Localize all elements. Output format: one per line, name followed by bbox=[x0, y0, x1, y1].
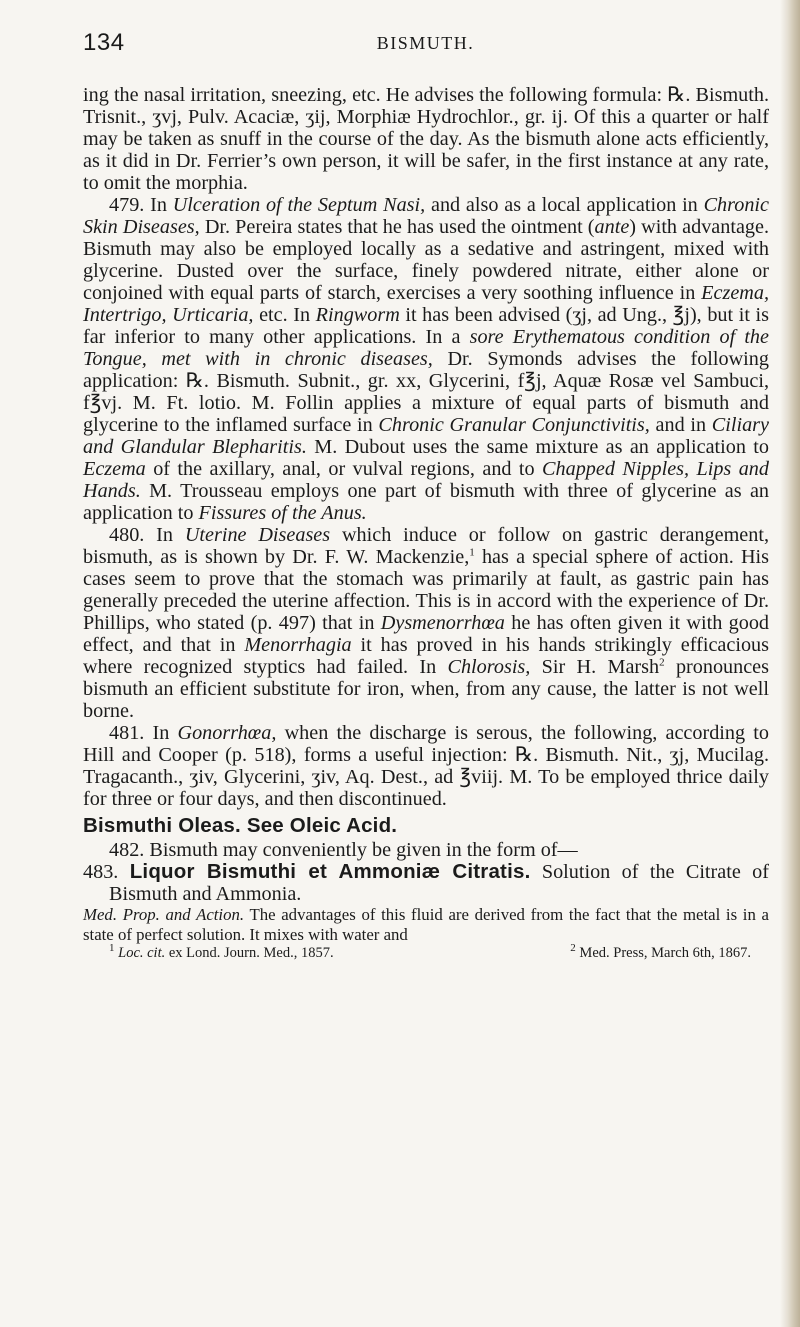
page-header bbox=[83, 26, 768, 60]
paragraph-480 bbox=[83, 524, 769, 722]
p480-run: Uterine Diseases bbox=[184, 524, 331, 546]
p479-run: Dr. Symonds advises the following application: ℞. Bismuth. Subnit., gr. xx, Glycerini, f℥j, Aquæ Rosæ vel Sambuci, f℥vj. M. Ft. lotio. M. Follin applies a mixture of equal parts of bismuth and glycerine to the inflamed surface in bbox=[83, 348, 769, 436]
p479-run: and in bbox=[649, 414, 712, 436]
p480-run: he has often given it with good effect, and that in bbox=[83, 612, 770, 656]
med-prop-label: Med. Prop. and Action. bbox=[83, 905, 245, 924]
p479-run: Eczema, Intertrigo, Urticaria, bbox=[83, 282, 769, 326]
running-head: BISMUTH. bbox=[376, 33, 475, 53]
footnote-2-mark: 2 bbox=[570, 942, 576, 955]
p479-run: of the axillary, anal, or vulval regions, and to bbox=[145, 458, 543, 480]
preparation-subtitle: Solution of the Citrate of Bismuth and Ammonia. bbox=[109, 861, 769, 905]
section-heading-bismuthi-oleas: Bismuthi Oleas. See Oleic Acid. bbox=[83, 814, 398, 837]
p479-run: Ringworm bbox=[315, 304, 400, 326]
p481-run: Gonorrhœa, bbox=[177, 722, 277, 744]
p479-run: Chronic Granular Conjunctivitis, bbox=[378, 414, 650, 436]
page-edge-shadow bbox=[780, 0, 800, 1327]
footnote-1-italic: Loc. cit. bbox=[118, 945, 166, 961]
p479-run: it has been advised (ʒj, ad Ung., ℥j), but it is far inferior to many other applications. In a bbox=[83, 304, 769, 348]
cont-run: ing the nasal irritation, sneezing, etc. He advises the following formula: ℞. Bismuth. Trisnit., ʒvj, Pulv. Acaciæ, ʒij, Morphiæ Hydrochlor., gr. ij. Of this a quarter or half may be taken as snuff in the course of the day. As the bismuth alone acts efficiently, as it did in Dr. Ferrier’s own person, it will be safer, in the first instance at any rate, to omit the morphia. bbox=[83, 84, 769, 194]
footnote-1-mark: 1 bbox=[109, 942, 115, 955]
p479-run: M. Dubout uses the same mixture as an application to bbox=[306, 436, 769, 458]
paragraph-482: 482. Bismuth may conveniently be given in the form of— bbox=[109, 839, 578, 861]
p479-run: Fissures of the Anus. bbox=[198, 502, 367, 524]
p479-run: etc. In bbox=[253, 304, 316, 326]
p480-run: Menorrhagia bbox=[244, 634, 352, 656]
preparation-title: Liquor Bismuthi et Ammoniæ Citratis. bbox=[129, 860, 531, 883]
p479-run: 479. In bbox=[109, 194, 173, 216]
p479-run: Chronic Skin Diseases, bbox=[83, 194, 769, 238]
paragraph-continued bbox=[83, 84, 769, 194]
paragraph-479 bbox=[83, 194, 769, 524]
p481-run: 481. In bbox=[109, 722, 178, 744]
p480-run: it has proved in his hands strikingly efficacious where recognized styptics had failed. In bbox=[83, 634, 769, 678]
med-prop-paragraph bbox=[83, 905, 769, 944]
p480-run: has a special sphere of action. His cases seem to prove that the stomach was primarily at fault, as gastric pain has generally preceded the uterine affection. This is in accord with the experience of Dr. Phillips, who stated (p. 497) that in bbox=[83, 546, 770, 634]
p479-run: Dr. Pereira states that he has used the ointment ( bbox=[199, 216, 595, 238]
body-text bbox=[83, 84, 769, 962]
footnote-1 bbox=[109, 944, 334, 962]
p480-run: Dysmenorrhœa bbox=[380, 612, 505, 634]
p480-run: Chlorosis, bbox=[447, 656, 531, 678]
p479-run: sore Erythematous condition of the Tongue, met with in chronic diseases, bbox=[83, 326, 769, 370]
footnote-2 bbox=[570, 944, 751, 962]
footnotes bbox=[83, 944, 769, 962]
p480-run: pronounces bismuth an efficient substitute for iron, when, from any cause, the latter is not well borne. bbox=[83, 656, 770, 722]
p480-run: 480. In bbox=[109, 524, 185, 546]
p479-run: Eczema bbox=[83, 458, 146, 480]
p479-run: Chapped Nipples, Lips and Hands. bbox=[83, 458, 769, 502]
p479-run: ) with advantage. Bismuth may also be employed locally as a sedative and astringent, mixed with glycerine. Dusted over the surface, finely powdered nitrate, either alone or conjoined with equal parts of starch, exercises a very soothing influence in bbox=[83, 216, 770, 304]
p479-run: Ciliary and Glandular Blepharitis. bbox=[83, 414, 769, 458]
footnote-2-text: Med. Press, March 6th, 1867. bbox=[575, 945, 751, 961]
footnote-1-text: ex Lond. Journ. Med., 1857. bbox=[165, 945, 334, 961]
p480-run: 2 bbox=[659, 656, 665, 669]
paragraph-483-number: 483. bbox=[83, 861, 130, 883]
p480-run: 1 bbox=[469, 546, 475, 559]
p479-run: and also as a local application in bbox=[425, 194, 704, 216]
p480-run: Sir H. Marsh bbox=[530, 656, 660, 678]
med-prop-text: The advantages of this fluid are derived from the fact that the metal is in a state of perfect solution. It mixes with water and bbox=[83, 905, 769, 944]
page-number: 134 bbox=[83, 29, 125, 56]
paragraph-481 bbox=[83, 722, 769, 810]
p479-run: M. Trousseau employs one part of bismuth with three of glycerine as an application to bbox=[83, 480, 769, 524]
paragraph-483 bbox=[83, 861, 769, 905]
p480-run: which induce or follow on gastric derangement, bismuth, as is shown by Dr. F. W. Mackenzie, bbox=[83, 524, 769, 568]
p479-run: ante bbox=[594, 216, 630, 238]
p479-run: Ulceration of the Septum Nasi, bbox=[172, 194, 426, 216]
p481-run: when the discharge is serous, the following, according to Hill and Cooper (p. 518), forms a useful injection: ℞. Bismuth. Nit., ʒj, Mucilag. Tragacanth., ʒiv, Glycerini, ʒiv, Aq. Dest., ad ℥viij. M. To be employed thrice daily for three or four days, and then discontinued. bbox=[83, 722, 769, 810]
